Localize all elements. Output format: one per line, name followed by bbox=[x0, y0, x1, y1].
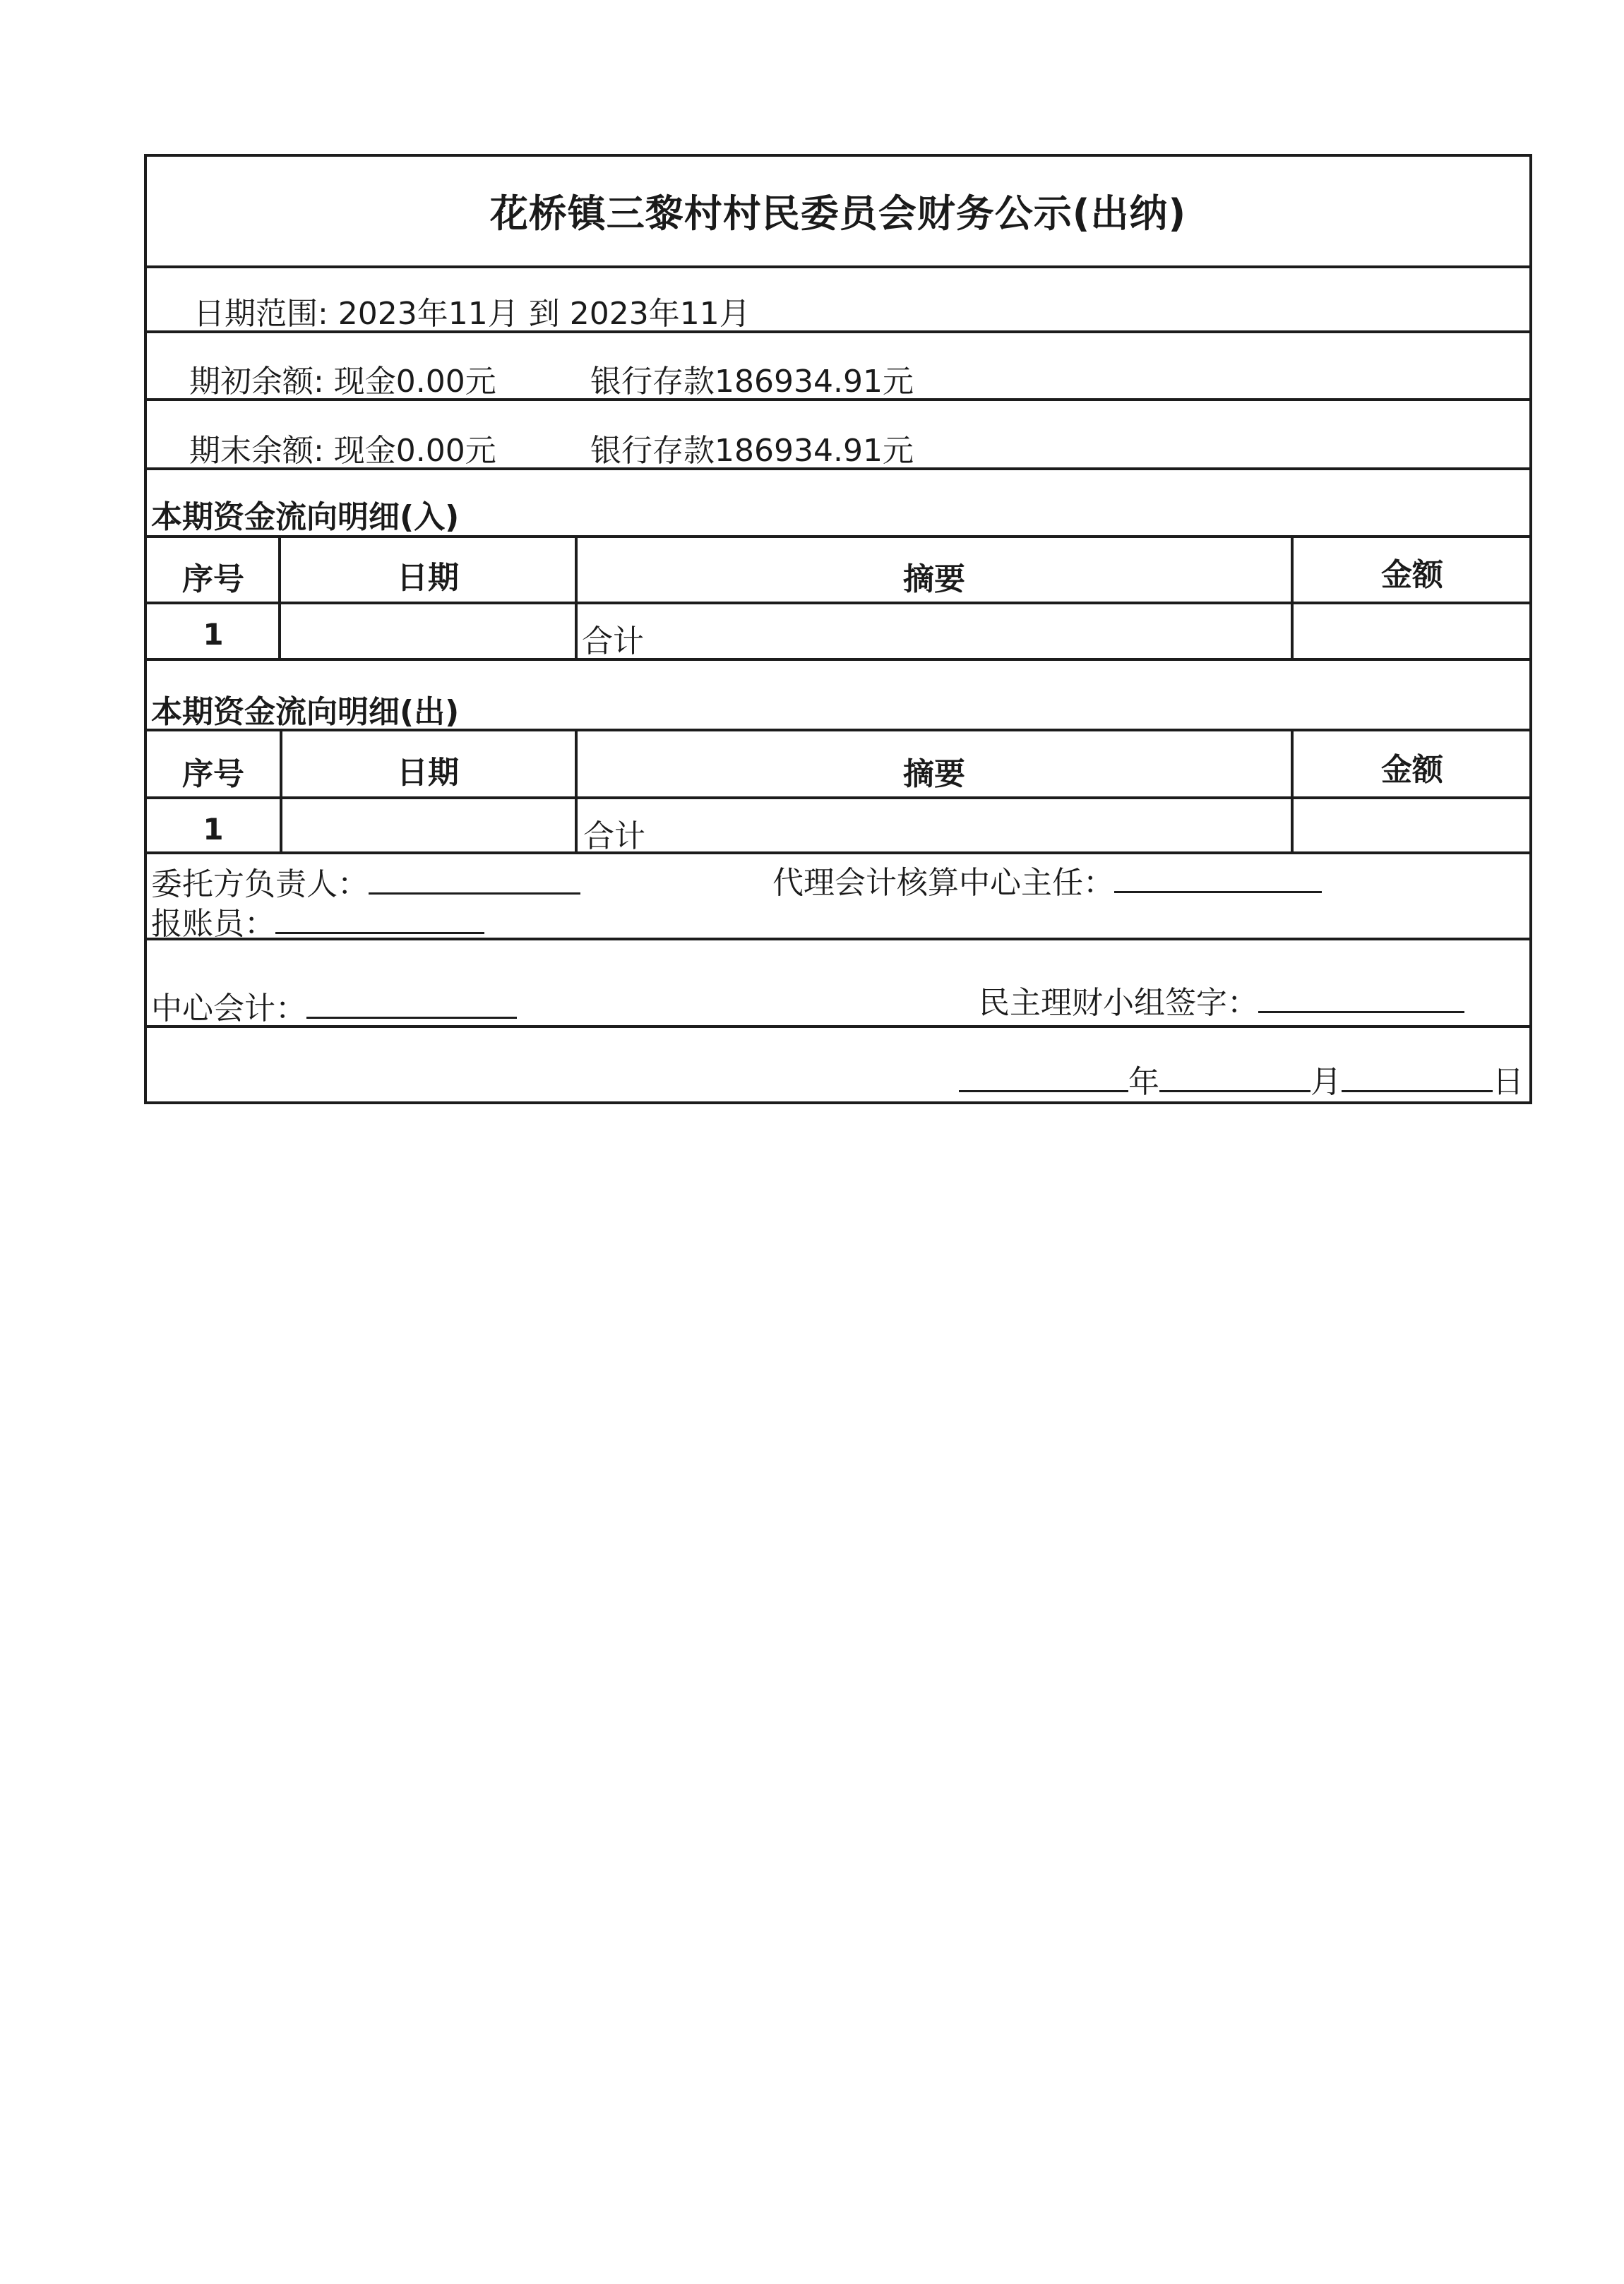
income-header-amount: 金额 bbox=[1381, 557, 1443, 593]
divider bbox=[147, 658, 1529, 661]
income-header-date: 日期 bbox=[397, 560, 459, 596]
year-label: 年 bbox=[1128, 1064, 1159, 1100]
expense-header-no: 序号 bbox=[182, 756, 244, 792]
center-accountant-signature bbox=[151, 983, 517, 1028]
divider bbox=[147, 938, 1529, 940]
divider bbox=[147, 535, 1529, 538]
bookkeeper-label: 报账员： bbox=[151, 906, 275, 942]
income-row-no: 1 bbox=[203, 617, 224, 652]
grid-line bbox=[280, 729, 282, 853]
divider bbox=[147, 729, 1529, 731]
divider bbox=[147, 265, 1529, 268]
divider bbox=[147, 398, 1529, 401]
agency-director-label: 代理会计核算中心主任： bbox=[772, 865, 1114, 901]
agency-director-blank bbox=[1114, 884, 1322, 893]
bookkeeper-signature bbox=[151, 898, 484, 943]
income-header-summary: 摘要 bbox=[903, 561, 965, 597]
grid-line bbox=[575, 535, 578, 659]
signature-date-line bbox=[959, 1056, 1524, 1101]
agency-director-signature bbox=[772, 857, 1322, 902]
opening-balance-bank: 银行存款186934.91元 bbox=[590, 364, 914, 400]
principal-blank bbox=[369, 885, 580, 895]
divider bbox=[147, 1025, 1529, 1028]
expense-header-amount: 金额 bbox=[1381, 752, 1443, 788]
finance-group-signature bbox=[979, 977, 1464, 1022]
expense-row-no: 1 bbox=[203, 812, 224, 847]
finance-group-blank bbox=[1258, 1004, 1464, 1013]
center-accountant-blank bbox=[306, 1010, 517, 1019]
divider bbox=[147, 851, 1529, 854]
financial-disclosure-form bbox=[144, 154, 1532, 1104]
divider bbox=[147, 796, 1529, 799]
grid-line bbox=[575, 729, 578, 853]
principal-signature bbox=[151, 859, 580, 904]
grid-line bbox=[1291, 729, 1294, 853]
income-section-title: 本期资金流向明细(入) bbox=[151, 499, 460, 535]
closing-balance-cash: 期末余额: 现金0.00元 bbox=[189, 433, 496, 469]
principal-label: 委托方负责人： bbox=[151, 866, 369, 902]
income-header-no: 序号 bbox=[182, 561, 244, 597]
year-blank bbox=[959, 1083, 1128, 1092]
grid-line bbox=[278, 535, 281, 659]
date-range: 日期范围: 2023年11月 到 2023年11月 bbox=[193, 296, 751, 332]
bookkeeper-blank bbox=[275, 925, 484, 934]
divider bbox=[147, 330, 1529, 333]
day-label: 日 bbox=[1493, 1064, 1524, 1100]
form-title: 花桥镇三黎村村民委员会财务公示(出纳) bbox=[489, 191, 1187, 236]
divider bbox=[147, 467, 1529, 470]
closing-balance-bank: 银行存款186934.91元 bbox=[590, 433, 914, 469]
month-label: 月 bbox=[1310, 1064, 1342, 1100]
day-blank bbox=[1342, 1083, 1493, 1092]
expense-row-summary: 合计 bbox=[583, 818, 645, 854]
finance-group-label: 民主理财小组签字： bbox=[979, 985, 1258, 1021]
divider bbox=[147, 602, 1529, 604]
month-blank bbox=[1159, 1083, 1310, 1092]
income-row-summary: 合计 bbox=[582, 623, 644, 659]
expense-header-date: 日期 bbox=[397, 755, 459, 791]
expense-header-summary: 摘要 bbox=[903, 756, 965, 792]
opening-balance-cash: 期初余额: 现金0.00元 bbox=[189, 364, 496, 400]
expense-section-title: 本期资金流向明细(出) bbox=[151, 694, 460, 730]
center-accountant-label: 中心会计： bbox=[151, 991, 306, 1027]
grid-line bbox=[1291, 535, 1294, 659]
